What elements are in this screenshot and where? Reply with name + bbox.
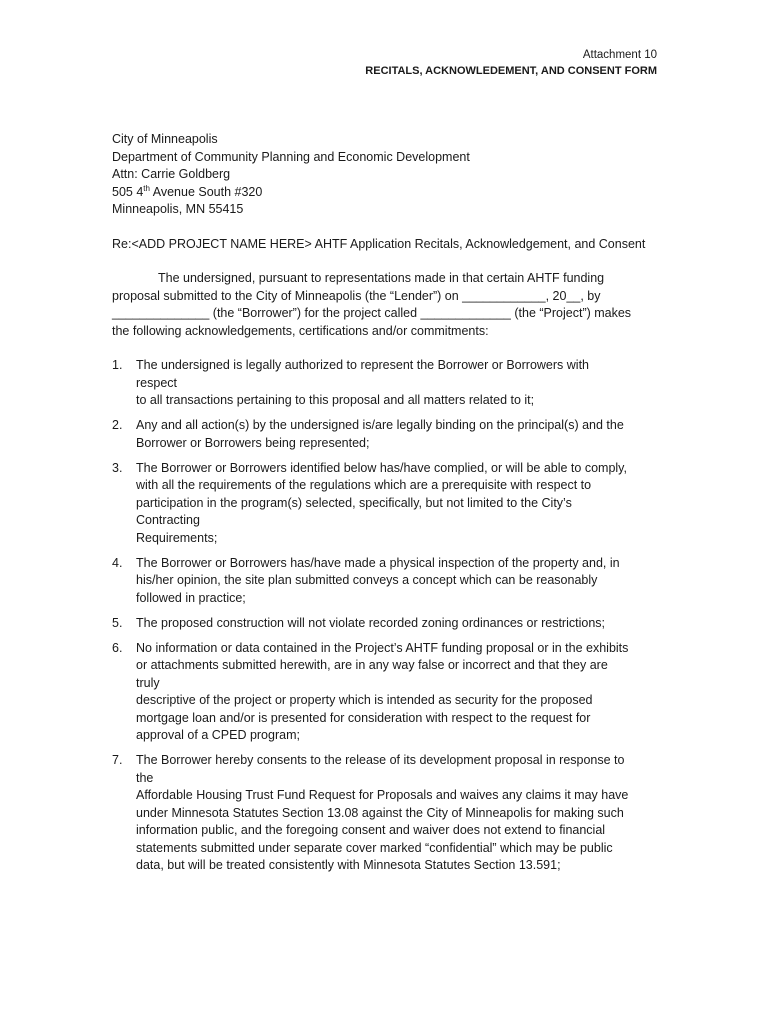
address-line-street — [112, 184, 470, 202]
list-item — [112, 615, 632, 633]
list-item-line: The proposed construction will not violate recorded zoning ordinances or restrictions; — [136, 615, 605, 630]
list-item — [112, 460, 632, 548]
list-item-line: Borrower or Borrowers being represented; — [136, 435, 370, 450]
list-item-text — [136, 615, 632, 633]
subject-line: Re:<ADD PROJECT NAME HERE> AHTF Application Recitals, Acknowledgement, and Consent — [112, 237, 646, 251]
list-item-number: 5. — [112, 615, 123, 630]
list-item-line: under Minnesota Statutes Section 13.08 against the City of Minneapolis for making such — [136, 805, 624, 820]
ordinal-suffix: th — [143, 183, 150, 193]
acknowledgement-list — [112, 357, 632, 882]
intro-line: proposal submitted to the City of Minneapolis (the “Lender”) on ____________, 20__, by — [112, 288, 601, 303]
document-header — [365, 47, 657, 79]
list-item-line: or attachments submitted herewith, are in any way false or incorrect and that they are truly — [136, 658, 608, 690]
list-item-line: statements submitted under separate cover marked “confidential” which may be public — [136, 840, 613, 855]
street-number: 505 4 — [112, 184, 144, 199]
list-item-number: 2. — [112, 418, 123, 432]
list-item-number: 7. — [112, 753, 123, 767]
list-item-line: The Borrower hereby consents to the release of its development proposal in response to the — [136, 753, 625, 785]
intro-paragraph — [112, 270, 647, 340]
list-item-line: mortgage loan and/or is presented for consideration with respect to the request for — [136, 710, 591, 725]
list-item-line: descriptive of the project or property which is intended as security for the proposed — [136, 693, 593, 707]
list-item-text — [136, 460, 632, 548]
list-item-number: 3. — [112, 460, 123, 475]
list-item — [112, 555, 632, 608]
intro-line: The undersigned, pursuant to representations made in that certain AHTF funding — [158, 271, 605, 285]
recipient-address — [112, 131, 470, 219]
list-item — [112, 417, 632, 452]
address-line-attention: Attn: Carrie Goldberg — [112, 167, 231, 181]
list-item — [112, 357, 632, 410]
list-item-text — [136, 752, 632, 875]
address-line-department: Department of Community Planning and Economic Development — [112, 149, 470, 164]
list-item-line: followed in practice; — [136, 590, 246, 605]
attachment-label: Attachment 10 — [582, 49, 657, 61]
list-item — [112, 752, 632, 875]
list-item-number: 1. — [112, 358, 123, 372]
list-item-line: Any and all action(s) by the undersigned is/are legally binding on the principal(s) and the — [136, 418, 624, 432]
list-item-number: 6. — [112, 640, 123, 655]
list-item-text — [136, 640, 632, 745]
list-item-line: The Borrower or Borrowers has/have made a physical inspection of the property and, in — [136, 555, 620, 570]
form-title: RECITALS, ACKNOWLEDEMENT, AND CONSENT FORM — [365, 65, 657, 77]
list-item-line: The undersigned is legally authorized to represent the Borrower or Borrowers with respect — [136, 358, 590, 390]
list-item-line: data, but will be treated consistently with Minnesota Statutes Section 13.591; — [136, 858, 561, 872]
list-item-line: Requirements; — [136, 530, 218, 545]
list-item-line: information public, and the foregoing consent and waiver does not extend to financial — [136, 823, 606, 837]
list-item-text — [136, 417, 632, 452]
list-item-line: participation in the program(s) selected, specifically, but not limited to the City’s Contracting — [136, 495, 572, 527]
list-item-line: his/her opinion, the site plan submitted conveys a concept which can be reasonably — [136, 573, 598, 587]
list-item-text — [136, 555, 632, 608]
list-item-line: No information or data contained in the Project’s AHTF funding proposal or in the exhibits — [136, 640, 629, 655]
address-line-city: Minneapolis, MN 55415 — [112, 202, 244, 216]
list-item-line: with all the requirements of the regulations which are a prerequisite with respect to — [136, 478, 592, 492]
list-item-line: approval of a CPED program; — [136, 728, 300, 742]
street-name: Avenue South #320 — [149, 184, 263, 199]
intro-line: ______________ (the “Borrower”) for the project called _____________ (the “Project”) makes — [112, 306, 632, 320]
list-item-text — [136, 357, 632, 410]
intro-line: the following acknowledgements, certifications and/or commitments: — [112, 323, 489, 338]
list-item-line: The Borrower or Borrowers identified below has/have complied, or will be able to comply, — [136, 460, 627, 475]
address-line-organization: City of Minneapolis — [112, 132, 218, 146]
list-item-line: Affordable Housing Trust Fund Request for Proposals and waives any claims it may have — [136, 788, 629, 802]
list-item — [112, 640, 632, 745]
list-item-number: 4. — [112, 555, 123, 570]
list-item-line: to all transactions pertaining to this proposal and all matters related to it; — [136, 393, 535, 407]
